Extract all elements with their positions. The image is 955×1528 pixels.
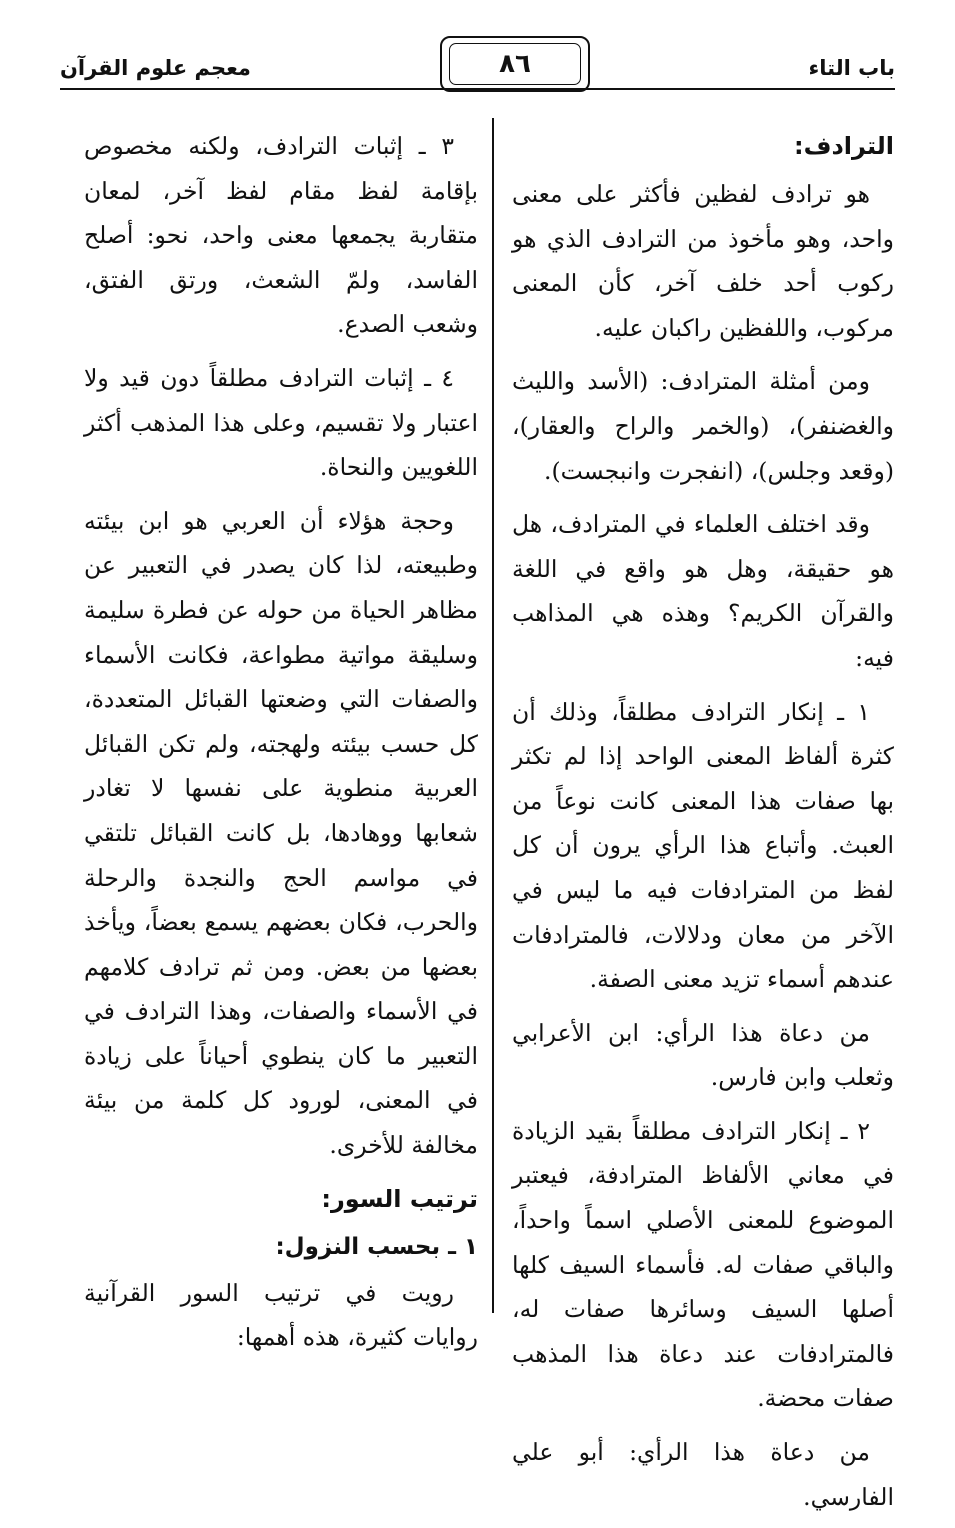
running-header	[60, 36, 895, 96]
paragraph: وحجة هؤلاء أن العربي هو ابن بيئته وطبيعته، لذا كان يصدر في التعبير عن مظاهر الحياة من حوله عن فطرة سليمة وسليقة مواتية مطواعة، فكانت الأسماء والصفات التي وضعتها القبائل المتعددة، كل حسب بيئته ولهجته، ولم تكن القبائل العربية منطوية على نفسها لا تغادر شعابها ووهادها، بل كانت القبائل تلتقي في مواسم الحج والنجدة والرحلة والحرب، فكان بعضهم يسمع بعضاً، ويأخذ بعضها من بعض. ومن ثم ترادف كلامهم في الأسماء والصفات، وهذا الترادف في التعبير ما كان ينطوي أحياناً على زيادة في المعنى، لورود كل كلمة من بيئة مخالفة للأخرى.	[84, 506, 478, 1160]
entry-heading-surah-order: ترتيب السور:	[321, 1184, 478, 1213]
paragraph: رويت في ترتيب السور القرآنية روايات كثيرة، هذه أهمها:	[84, 1278, 478, 1352]
page-number-frame	[440, 36, 590, 92]
paragraph: ٣ ـ إثبات الترادف، ولكنه مخصوص بإقامة لفظ مقام لفظ آخر، لمعان متقاربة يجمعها معنى واحد، نحو: أصلح الفاسد، ولمّ الشعث، ورتق الفتق، وشعب الصدع.	[84, 132, 478, 339]
paragraph: ومن أمثلة المترادف: (الأسد والليث والغضنفر)، (والخمر والراح والعقار)، (وقعد وجلس)، (انفجرت وانبجست).	[512, 367, 894, 485]
paragraph: من دعاة هذا الرأي: أبو علي الفارسي.	[512, 1438, 894, 1511]
left-column	[84, 124, 478, 1369]
paragraph: ٢ ـ إنكار الترادف مطلقاً بقيد الزيادة في معاني الألفاظ المترادفة، فيعتبر الموضوع للمعنى الأصلي اسماً واحداً، والباقي صفات له. فأسماء السيف كلها أصلها السيف وسائرها صفات له، فالمترادفات عند دعاة هذا المذهب صفات محضة.	[512, 1116, 894, 1413]
column-divider	[492, 118, 494, 1313]
paragraph: ١ ـ إنكار الترادف مطلقاً، وذلك أن كثرة ألفاظ المعنى الواحد إذا لم تكثر بها صفات هذا المعنى كانت نوعاً من العبث. وأتباع هذا الرأي يرون أن كل لفظ من المترادفات فيه ما ليس في الآخر من معان ودلالات، فالمترادفات عندهم أسماء تزيد معنى الصفة.	[512, 697, 894, 994]
paragraph: ٤ ـ إثبات الترادف مطلقاً دون قيد ولا اعتبار ولا تقسيم، وعلى هذا المذهب أكثر اللغويين والنحاة.	[84, 363, 478, 482]
header-rule	[60, 88, 895, 90]
paragraph: هو ترادف لفظين فأكثر على معنى واحد، وهو مأخوذ من الترادف الذي هو ركوب أحد خلف آخر، كأن المعنى مركوب، واللفظين راكبان عليه.	[512, 180, 894, 342]
book-title: معجم علوم القرآن	[60, 56, 251, 80]
paragraph: من دعاة هذا الرأي: ابن الأعرابي وثعلب وابن فارس.	[512, 1018, 894, 1092]
page-number: ٨٦	[449, 43, 581, 85]
paragraph: وقد اختلف العلماء في المترادف، هل هو حقيقة، وهل هو واقع في اللغة والقرآن الكريم؟ وهذه هي المذاهب فيه:	[512, 510, 894, 672]
subheading-by-revelation: ١ ـ بحسب النزول:	[275, 1233, 478, 1260]
right-column	[512, 124, 894, 1528]
entry-heading-synonymy: الترادف:	[794, 132, 894, 160]
chapter-title: باب التاء	[808, 56, 895, 80]
